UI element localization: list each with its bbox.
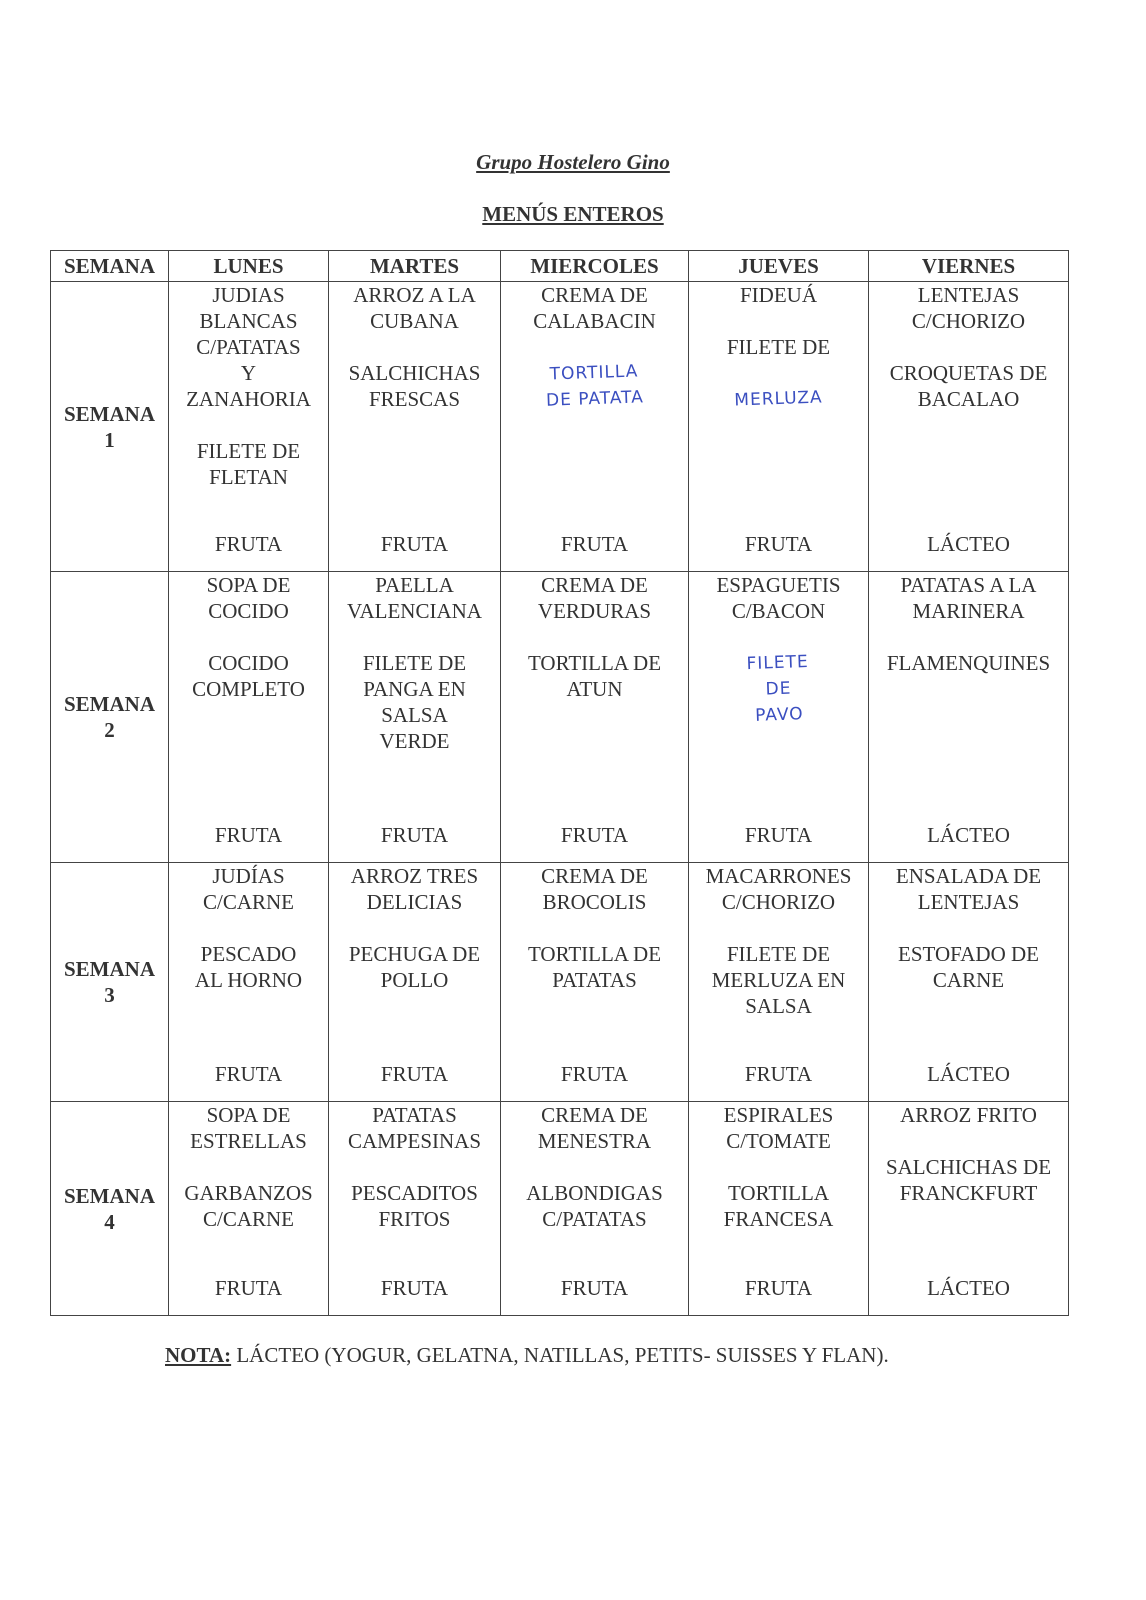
week-label-text: SEMANA 4 xyxy=(63,1183,155,1234)
dessert: FRUTA xyxy=(214,1062,283,1086)
dish: PATATAS A LA MARINERA xyxy=(900,573,1037,623)
dish: SALCHICHAS FRESCAS xyxy=(348,361,481,411)
menu-cell-content xyxy=(173,572,324,862)
menu-cell-content xyxy=(693,863,864,1101)
dish: SOPA DE ESTRELLAS xyxy=(190,1103,307,1153)
menu-cell-content xyxy=(505,572,684,862)
menu-cell xyxy=(329,572,501,863)
menu-cell-content xyxy=(333,863,496,1101)
menu-cell-content xyxy=(873,863,1064,1101)
dessert: FRUTA xyxy=(380,1062,449,1086)
dish: TORTILLA FRANCESA xyxy=(723,1181,834,1231)
column-header: MIERCOLES xyxy=(501,251,689,282)
handwritten-dish: FILETE DE PAVO xyxy=(746,651,809,726)
menu-cell xyxy=(169,863,329,1102)
menu-cell-content xyxy=(693,282,864,571)
handwritten-dish: TORTILLA DE PATATA xyxy=(545,361,645,411)
dish: ESPAGUETIS C/BACON xyxy=(716,573,841,623)
dish-list xyxy=(693,1102,864,1258)
dish: FILETE DE PANGA EN SALSA VERDE xyxy=(362,651,467,753)
column-header: VIERNES xyxy=(869,251,1069,282)
menu-cell-content xyxy=(173,863,324,1101)
dish-list xyxy=(505,572,684,728)
dish: FIDEUÁ xyxy=(740,283,817,307)
menu-cell xyxy=(689,572,869,863)
menu-cell-content xyxy=(693,1102,864,1315)
dessert: FRUTA xyxy=(744,823,813,847)
dessert: FRUTA xyxy=(380,1276,449,1300)
header-row xyxy=(51,251,1069,282)
handwritten-dish: MERLUZA xyxy=(734,387,823,411)
dish: ENSALADA DE LENTEJAS xyxy=(895,864,1042,914)
dish: FLAMENQUINES xyxy=(886,651,1051,675)
menu-cell xyxy=(689,863,869,1102)
dessert: FRUTA xyxy=(744,1062,813,1086)
dish-list xyxy=(173,863,324,1019)
dish: CREMA DE CALABACIN xyxy=(533,283,656,333)
column-header: MARTES xyxy=(329,251,501,282)
menu-cell xyxy=(329,282,501,572)
dish-list xyxy=(173,1102,324,1258)
document-subtitle: MENÚS ENTEROS xyxy=(482,202,664,226)
week-label xyxy=(51,572,169,863)
dish-list xyxy=(873,1102,1064,1232)
menu-cell xyxy=(869,282,1069,572)
dish: JUDÍAS C/CARNE xyxy=(202,864,294,914)
dish-list xyxy=(873,863,1064,1019)
dessert: FRUTA xyxy=(744,1276,813,1300)
menu-cell-content xyxy=(173,1102,324,1315)
week-row xyxy=(51,863,1069,1102)
dessert: FRUTA xyxy=(214,532,283,556)
menu-cell xyxy=(169,572,329,863)
menu-cell-content xyxy=(505,1102,684,1315)
dish: MACARRONES C/CHORIZO xyxy=(705,864,852,914)
dish: ARROZ A LA CUBANA xyxy=(353,283,476,333)
week-label-text: SEMANA 3 xyxy=(63,957,155,1007)
dessert: LÁCTEO xyxy=(927,823,1010,847)
dish-list xyxy=(333,863,496,1019)
menu-cell-content xyxy=(873,572,1064,862)
week-row xyxy=(51,572,1069,863)
dish-list xyxy=(173,282,324,516)
week-label-text: SEMANA 2 xyxy=(63,692,155,742)
dish: GARBANZOS C/CARNE xyxy=(184,1181,313,1231)
dish: TORTILLA DE PATATAS xyxy=(527,942,662,992)
dish-list xyxy=(693,863,864,1045)
dish: PAELLA VALENCIANA xyxy=(347,573,482,623)
dish: CROQUETAS DE BACALAO xyxy=(889,361,1048,411)
menu-cell xyxy=(869,863,1069,1102)
dish: SOPA DE COCIDO xyxy=(206,573,291,623)
dish: FILETE DE MERLUZA EN SALSA xyxy=(711,942,846,1018)
week-label xyxy=(51,1102,169,1316)
dish: CREMA DE MENESTRA xyxy=(537,1103,652,1153)
dish-list xyxy=(173,572,324,728)
dish-list xyxy=(873,282,1064,438)
dish-list xyxy=(693,572,864,754)
dish-list xyxy=(333,572,496,780)
menu-cell xyxy=(501,572,689,863)
dish: ARROZ TRES DELICIAS xyxy=(350,864,479,914)
dish: SALCHICHAS DE FRANCKFURT xyxy=(885,1155,1052,1205)
menu-cell-content xyxy=(505,282,684,571)
week-label xyxy=(51,863,169,1102)
menu-cell xyxy=(329,1102,501,1316)
dish: TORTILLA DE ATUN xyxy=(527,651,662,701)
menu-cell xyxy=(501,863,689,1102)
footnote xyxy=(165,1343,889,1368)
dessert: FRUTA xyxy=(560,823,629,847)
menu-cell xyxy=(169,282,329,572)
dessert: FRUTA xyxy=(560,1062,629,1086)
menu-table xyxy=(50,250,1069,1316)
dish: ALBONDIGAS C/PATATAS xyxy=(526,1181,663,1231)
menu-cell xyxy=(329,863,501,1102)
dessert: FRUTA xyxy=(380,823,449,847)
menu-cell-content xyxy=(873,1102,1064,1315)
column-header: SEMANA xyxy=(51,251,169,282)
dish: JUDIAS BLANCAS C/PATATAS Y ZANAHORIA xyxy=(186,283,311,411)
dish: FILETE DE xyxy=(726,335,831,359)
menu-cell-content xyxy=(505,863,684,1101)
note-text: LÁCTEO (YOGUR, GELATNA, NATILLAS, PETITS- SUISSES Y FLAN). xyxy=(231,1343,889,1367)
dish: FILETE DE FLETAN xyxy=(196,439,301,489)
dessert: FRUTA xyxy=(560,532,629,556)
dessert: FRUTA xyxy=(560,1276,629,1300)
column-header: LUNES xyxy=(169,251,329,282)
week-label xyxy=(51,282,169,572)
menu-cell xyxy=(501,1102,689,1316)
note-label: NOTA: xyxy=(165,1343,232,1367)
menu-cell xyxy=(501,282,689,572)
dish: PECHUGA DE POLLO xyxy=(348,942,481,992)
dessert: LÁCTEO xyxy=(927,1062,1010,1086)
menu-cell xyxy=(869,1102,1069,1316)
menu-cell xyxy=(689,1102,869,1316)
dish-list xyxy=(693,282,864,438)
menu-cell xyxy=(689,282,869,572)
week-row xyxy=(51,282,1069,572)
dish: CREMA DE VERDURAS xyxy=(537,573,652,623)
menu-cell-content xyxy=(333,572,496,862)
menu-cell xyxy=(169,1102,329,1316)
dessert: FRUTA xyxy=(744,532,813,556)
dessert: FRUTA xyxy=(214,823,283,847)
dish-list xyxy=(333,282,496,438)
menu-cell-content xyxy=(873,282,1064,571)
dish-list xyxy=(505,282,684,438)
dessert: FRUTA xyxy=(214,1276,283,1300)
dish: CREMA DE BROCOLIS xyxy=(541,864,648,914)
menu-cell-content xyxy=(333,282,496,571)
dish: COCIDO COMPLETO xyxy=(192,651,305,701)
menu-cell xyxy=(869,572,1069,863)
dish: ESPIRALES C/TOMATE xyxy=(723,1103,834,1153)
dish: ARROZ FRITO xyxy=(900,1103,1037,1127)
document-title: Grupo Hostelero Gino xyxy=(476,150,670,174)
dish-list xyxy=(505,863,684,1019)
menu-cell-content xyxy=(333,1102,496,1315)
dish-list xyxy=(873,572,1064,702)
column-header: JUEVES xyxy=(689,251,869,282)
dessert: LÁCTEO xyxy=(927,532,1010,556)
dessert: LÁCTEO xyxy=(927,1276,1010,1300)
dish: PESCADO AL HORNO xyxy=(194,942,303,992)
dish: PESCADITOS FRITOS xyxy=(351,1181,478,1231)
dessert: FRUTA xyxy=(380,532,449,556)
menu-cell-content xyxy=(693,572,864,862)
dish-list xyxy=(333,1102,496,1258)
week-label-text: SEMANA 1 xyxy=(63,401,155,452)
menu-cell-content xyxy=(173,282,324,571)
week-row xyxy=(51,1102,1069,1316)
dish: LENTEJAS C/CHORIZO xyxy=(911,283,1026,333)
dish: PATATAS CAMPESINAS xyxy=(347,1103,482,1153)
dish-list xyxy=(505,1102,684,1258)
dish: ESTOFADO DE CARNE xyxy=(898,942,1039,992)
